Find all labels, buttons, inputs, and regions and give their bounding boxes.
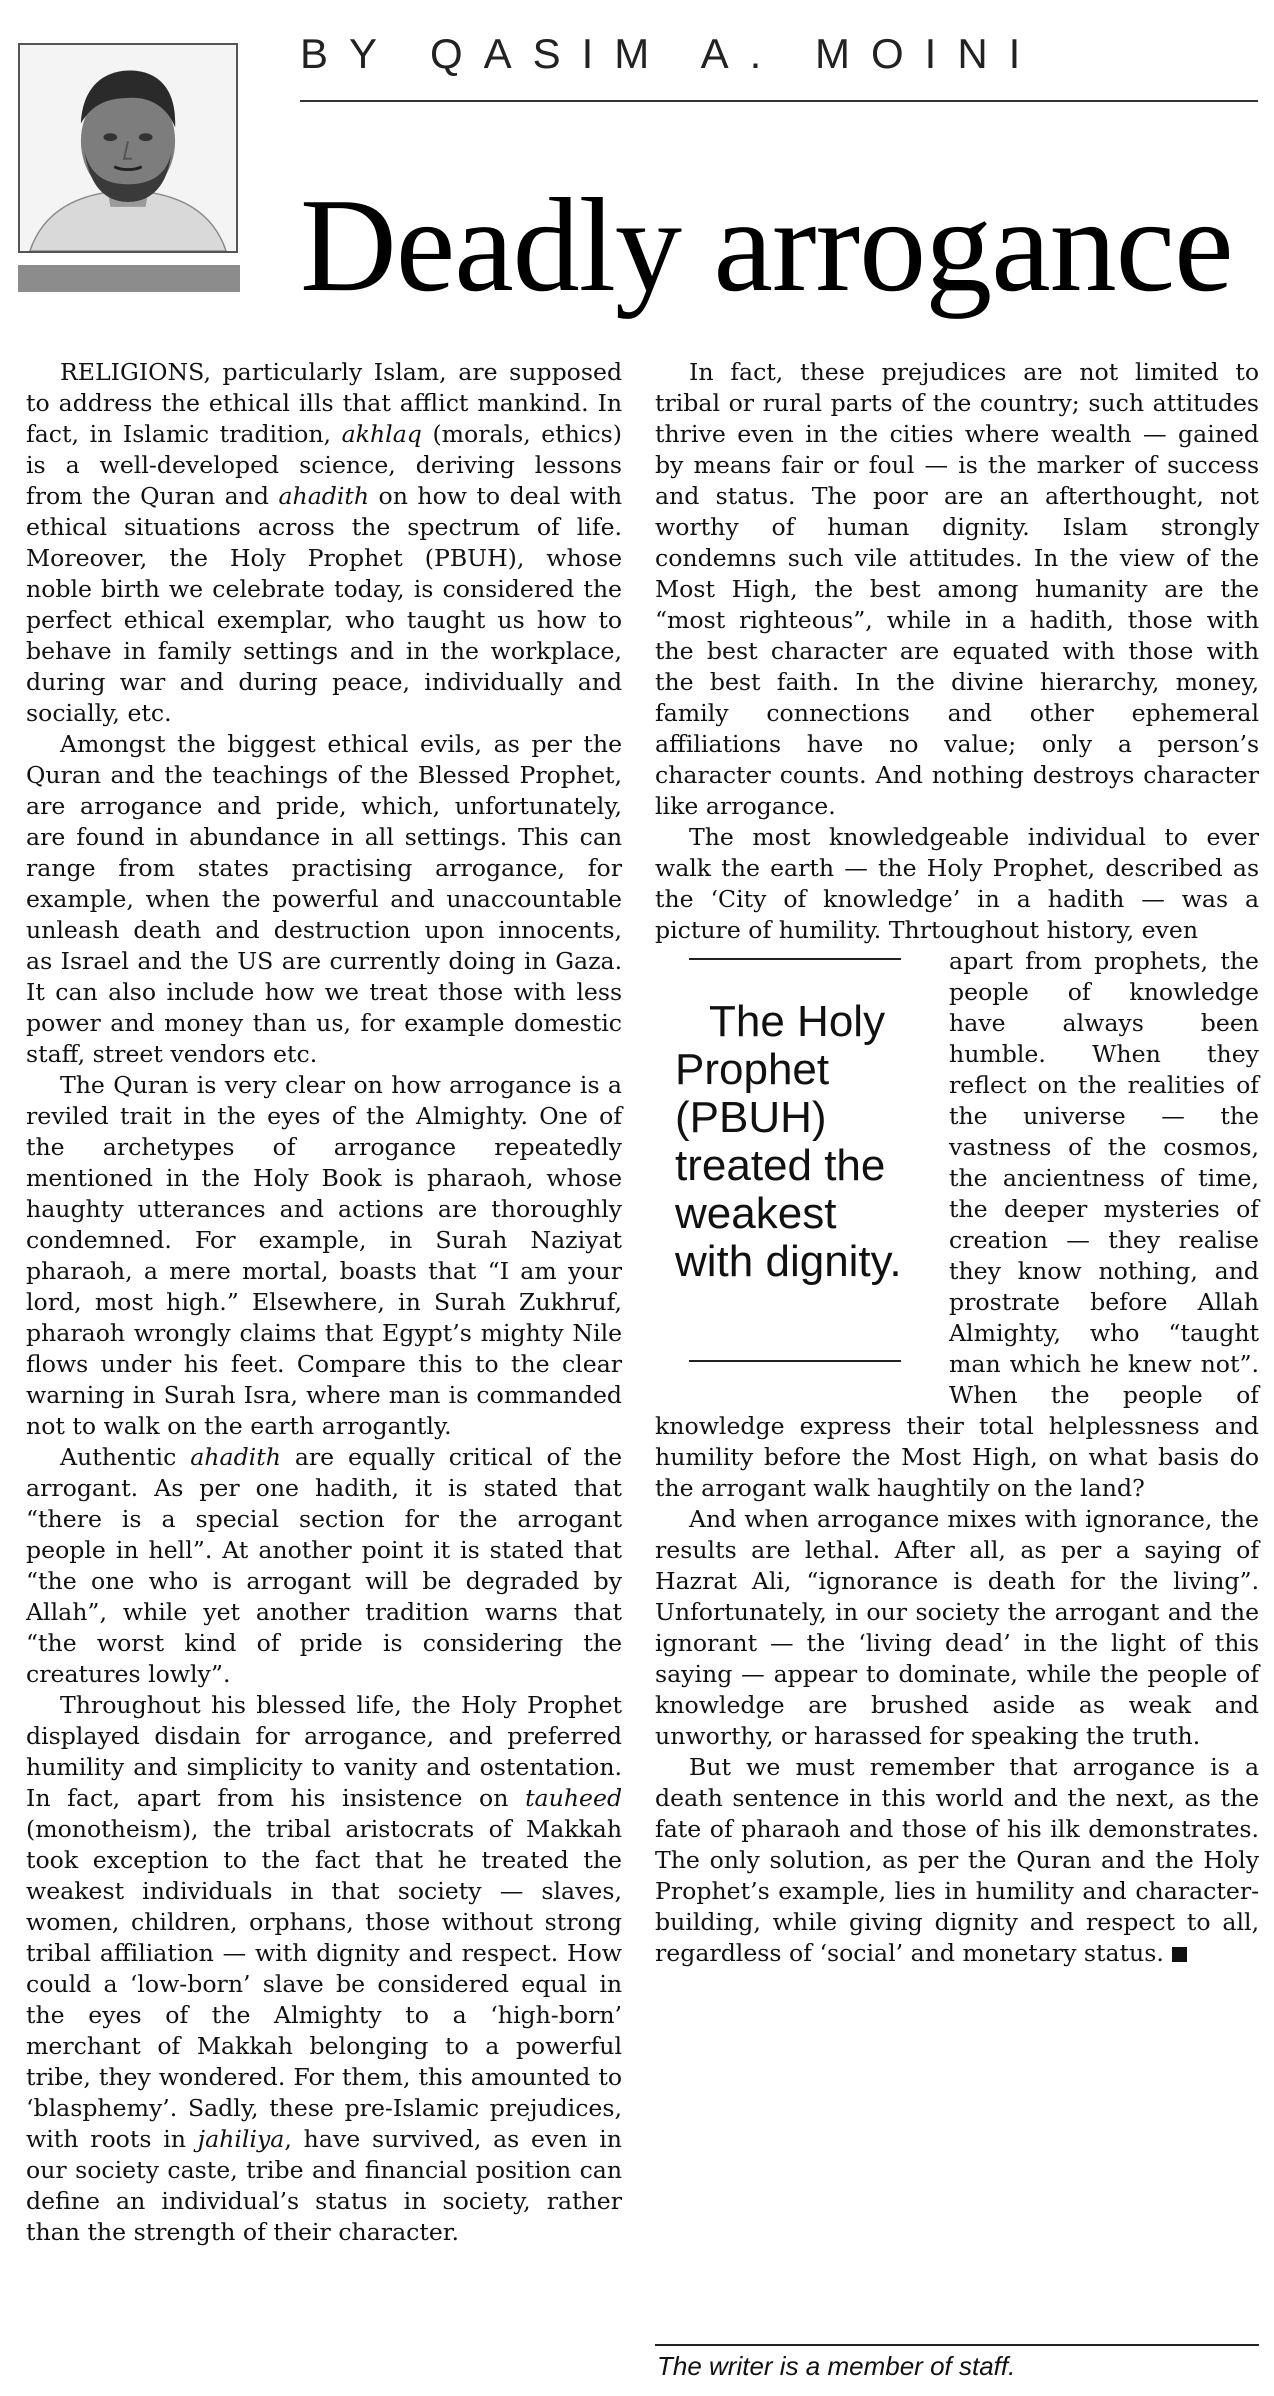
paragraph: The Quran is very clear on how arrogance is a reviled trait in the eyes of the Almighty. One of the archetypes of arrogance repeatedly mentioned in the Holy Book is pharaoh, whose haughty utterances and actions are thoroughly condemned. For example, in Surah Naziyat pharaoh, a mere mortal, boasts that “I am your lord, most high.” Elsewhere, in Surah Zukhruf, pharaoh wrongly claims that Egypt’s mighty Nile flows under his feet. Compare this to the clear warning in Surah Isra, where man is commanded not to walk on the earth arrogantly. — [26, 1071, 623, 1440]
byline: BY QASIM A. MOINI — [300, 30, 1042, 77]
paragraph: Authentic ahadith are equally critical of the arrogant. As per one hadith, it is stated that “there is a special section for the arrogant people in hell”. At another point it is stated that “the one who is arrogant will be degraded by Allah”, while yet another tradition warns that “the worst kind of pride is considering the creatures lowly”. — [26, 1443, 623, 1688]
paragraph-continuation: apart from prophets, the people of knowledge have always been humble. When they reflect on the realities of the universe — the vastness of the cosmos, the ancientness of time, the deeper mysteries of creation — they realise they know nothing, and prostrate before Allah Almighty, who “taught man which he knew not”. When the people of knowledge express their total helplessness and humility before the Most High, on what basis do the arrogant walk haughtily on the land? — [655, 947, 1260, 1502]
end-of-article-mark — [1172, 1947, 1187, 1962]
paragraph: RELIGIONS, particularly Islam, are supposed to address the ethical ills that afflict mankind. In fact, in Islamic tradition, akhlaq (morals, ethics) is a well-developed science, deriving lessons from the Quran and ahadith on how to deal with ethical situations across the spectrum of life. Moreover, the Holy Prophet (PBUH), whose noble birth we celebrate today, is considered the perfect ethical exemplar, who taught us how to behave in family settings and in the workplace, during war and during peace, individually and socially, etc. — [26, 358, 623, 727]
italic-term: jahiliya — [197, 2125, 285, 2153]
pull-quote-rule-bottom — [689, 1360, 901, 1362]
paragraph: In fact, these prejudices are not limited to tribal or rural parts of the country; such attitudes thrive even in the cities where wealth — gained by means fair or foul — is the marker of success and status. The poor are an afterthought, not worthy of human dignity. Islam strongly condemns such vile attitudes. In the view of the Most High, the best among humanity are the “most righteous”, while in a hadith, those with the best character are equated with those with the best faith. In the divine hierarchy, money, family connections and other ephemeral affiliations have no value; only a person’s character counts. And nothing destroys character like arrogance. — [655, 358, 1260, 820]
italic-term: tauheed — [525, 1784, 623, 1812]
byline-divider — [300, 100, 1258, 102]
italic-term: akhlaq — [341, 420, 422, 448]
paragraph: Throughout his blessed life, the Holy Prophet displayed disdain for arrogance, and preferred humility and simplicity to vanity and ostentation. In fact, apart from his insistence on tauheed (monotheism), the tribal aristocrats of Makkah took exception to the fact that he treated the weakest individuals in that society — slaves, women, children, orphans, those without strong tribal affiliation — with dignity and respect. How could a ‘low-born’ slave be considered equal in the eyes of the Almighty to a ‘high-born’ merchant of Makkah belonging to a powerful tribe, they wondered. For them, this amounted to ‘blasphemy’. Sadly, these pre-Islamic prejudices, with roots in jahiliya, have survived, as even in our society caste, tribe and financial position can define an individual’s status in society, rather than the strength of their character. — [26, 1691, 623, 2246]
author-photo — [18, 43, 238, 253]
paragraph: Amongst the biggest ethical evils, as per the Quran and the teachings of the Blessed Prophet, are arrogance and pride, which, unfortunately, are found in abundance in all settings. This can range from states practising arrogance, for example, when the powerful and unaccountable unleash death and destruction upon innocents, as Israel and the US are currently doing in Gaza. It can also include how we treat those with less power and money than us, for example domestic staff, street vendors etc. — [26, 730, 623, 1068]
photo-accent-bar — [18, 265, 240, 292]
pull-quote-text: The Holy Prophet (PBUH) treated the weakest with dignity. — [675, 997, 902, 1286]
footer-divider — [655, 2344, 1259, 2346]
italic-term: ahadith — [190, 1443, 281, 1471]
paragraph: But we must remember that arrogance is a death sentence in this world and the next, as the fate of pharaoh and those of his ilk demonstrates. The only solution, as per the Quran and the Holy Prophet’s example, lies in humility and character-building, while giving dignity and respect to all, regardless of ‘social’ and monetary status. — [655, 1753, 1260, 1967]
author-portrait-image — [20, 45, 236, 251]
paragraph: And when arrogance mixes with ignorance, the results are lethal. After all, as per a saying of Hazrat Ali, “ignorance is death for the living”. Unfortunately, in our society the arrogant and the ignorant — the ‘living dead’ in the light of this saying — appear to dominate, while the people of knowledge are brushed aside as weak and unworthy, or harassed for speaking the truth. — [655, 1505, 1260, 1750]
italic-term: ahadith — [278, 482, 370, 510]
headline: Deadly arrogance — [300, 171, 1233, 319]
pull-quote — [655, 958, 921, 1388]
article-column-left — [26, 357, 622, 2248]
pull-quote-rule-top — [689, 958, 901, 960]
paragraph: The most knowledgeable individual to ever walk the earth — the Holy Prophet, described as the ‘City of knowledge’ in a hadith — was a picture of humility. Thrtoughout history, even — [655, 823, 1260, 944]
author-note: The writer is a member of staff. — [657, 2351, 1016, 2381]
article-column-right — [655, 357, 1259, 1969]
